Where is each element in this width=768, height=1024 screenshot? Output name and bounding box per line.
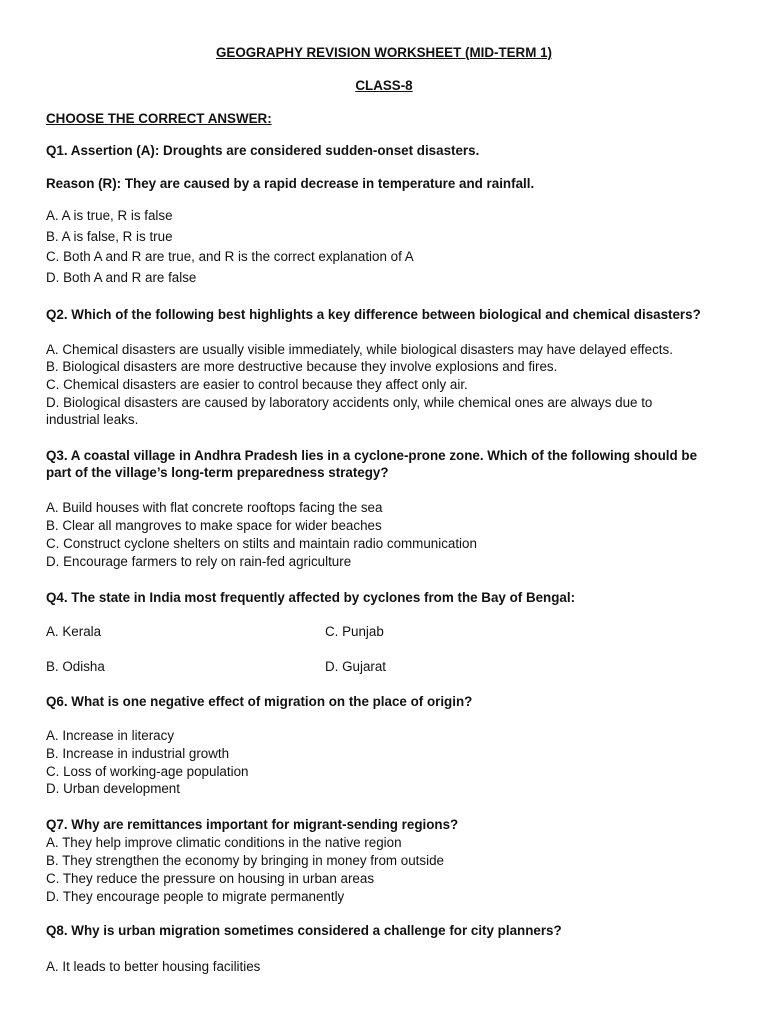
q6-option-c: C. Loss of working-age population (46, 764, 249, 779)
q6-question: Q6. What is one negative effect of migration on the place of origin? (46, 694, 473, 709)
q2-option-d: D. Biological disasters are caused by laboratory accidents only, while chemical ones are always due to (46, 395, 653, 410)
worksheet-title: GEOGRAPHY REVISION WORKSHEET (MID-TERM 1) (215, 45, 553, 60)
q1-option-c: C. Both A and R are true, and R is the correct explanation of A (46, 249, 414, 264)
q1-option-a: A. A is true, R is false (46, 208, 173, 223)
q1-reason: Reason (R): They are caused by a rapid decrease in temperature and rainfall. (46, 176, 535, 191)
q3-option-a: A. Build houses with flat concrete rooftops facing the sea (46, 500, 383, 515)
q1-option-b: B. A is false, R is true (46, 229, 173, 244)
q3-question-line1: Q3. A coastal village in Andhra Pradesh lies in a cyclone-prone zone. Which of the following should be (46, 448, 698, 463)
q2-option-b: B. Biological disasters are more destructive because they involve explosions and fires. (46, 359, 558, 374)
q6-option-d: D. Urban development (46, 781, 180, 796)
q3-question-line2: part of the village’s long-term preparedness strategy? (46, 465, 389, 480)
q4-option-a: A. Kerala (46, 624, 102, 639)
q7-option-d: D. They encourage people to migrate permanently (46, 889, 345, 904)
q3-option-b: B. Clear all mangroves to make space for wider beaches (46, 518, 382, 533)
q7-option-a: A. They help improve climatic conditions in the native region (46, 835, 402, 850)
q4-option-c: C. Punjab (325, 624, 384, 639)
q4-question: Q4. The state in India most frequently affected by cyclones from the Bay of Bengal: (46, 590, 576, 605)
q2-question: Q2. Which of the following best highlights a key difference between biological and chemical disasters? (46, 307, 701, 322)
section-instruction: CHOOSE THE CORRECT ANSWER: (46, 111, 272, 126)
q7-question: Q7. Why are remittances important for migrant-sending regions? (46, 817, 459, 832)
q8-question: Q8. Why is urban migration sometimes considered a challenge for city planners? (46, 923, 562, 938)
q4-option-b: B. Odisha (46, 659, 105, 674)
q3-option-d: D. Encourage farmers to rely on rain-fed agriculture (46, 554, 352, 569)
class-label: CLASS-8 (355, 78, 413, 93)
q6-option-a: A. Increase in literacy (46, 728, 175, 743)
q7-option-b: B. They strengthen the economy by bringing in money from outside (46, 853, 444, 868)
q6-option-b: B. Increase in industrial growth (46, 746, 230, 761)
q2-option-c: C. Chemical disasters are easier to control because they affect only air. (46, 377, 468, 392)
q1-option-d: D. Both A and R are false (46, 270, 197, 285)
q8-option-a: A. It leads to better housing facilities (46, 959, 261, 974)
q2-option-a: A. Chemical disasters are usually visible immediately, while biological disasters may have delayed effects. (46, 342, 673, 357)
q1-assertion: Q1. Assertion (A): Droughts are considered sudden-onset disasters. (46, 143, 480, 158)
q3-option-c: C. Construct cyclone shelters on stilts and maintain radio communication (46, 536, 477, 551)
q7-option-c: C. They reduce the pressure on housing in urban areas (46, 871, 375, 886)
q2-option-d-continued: industrial leaks. (46, 412, 139, 427)
q4-option-d: D. Gujarat (325, 659, 387, 674)
